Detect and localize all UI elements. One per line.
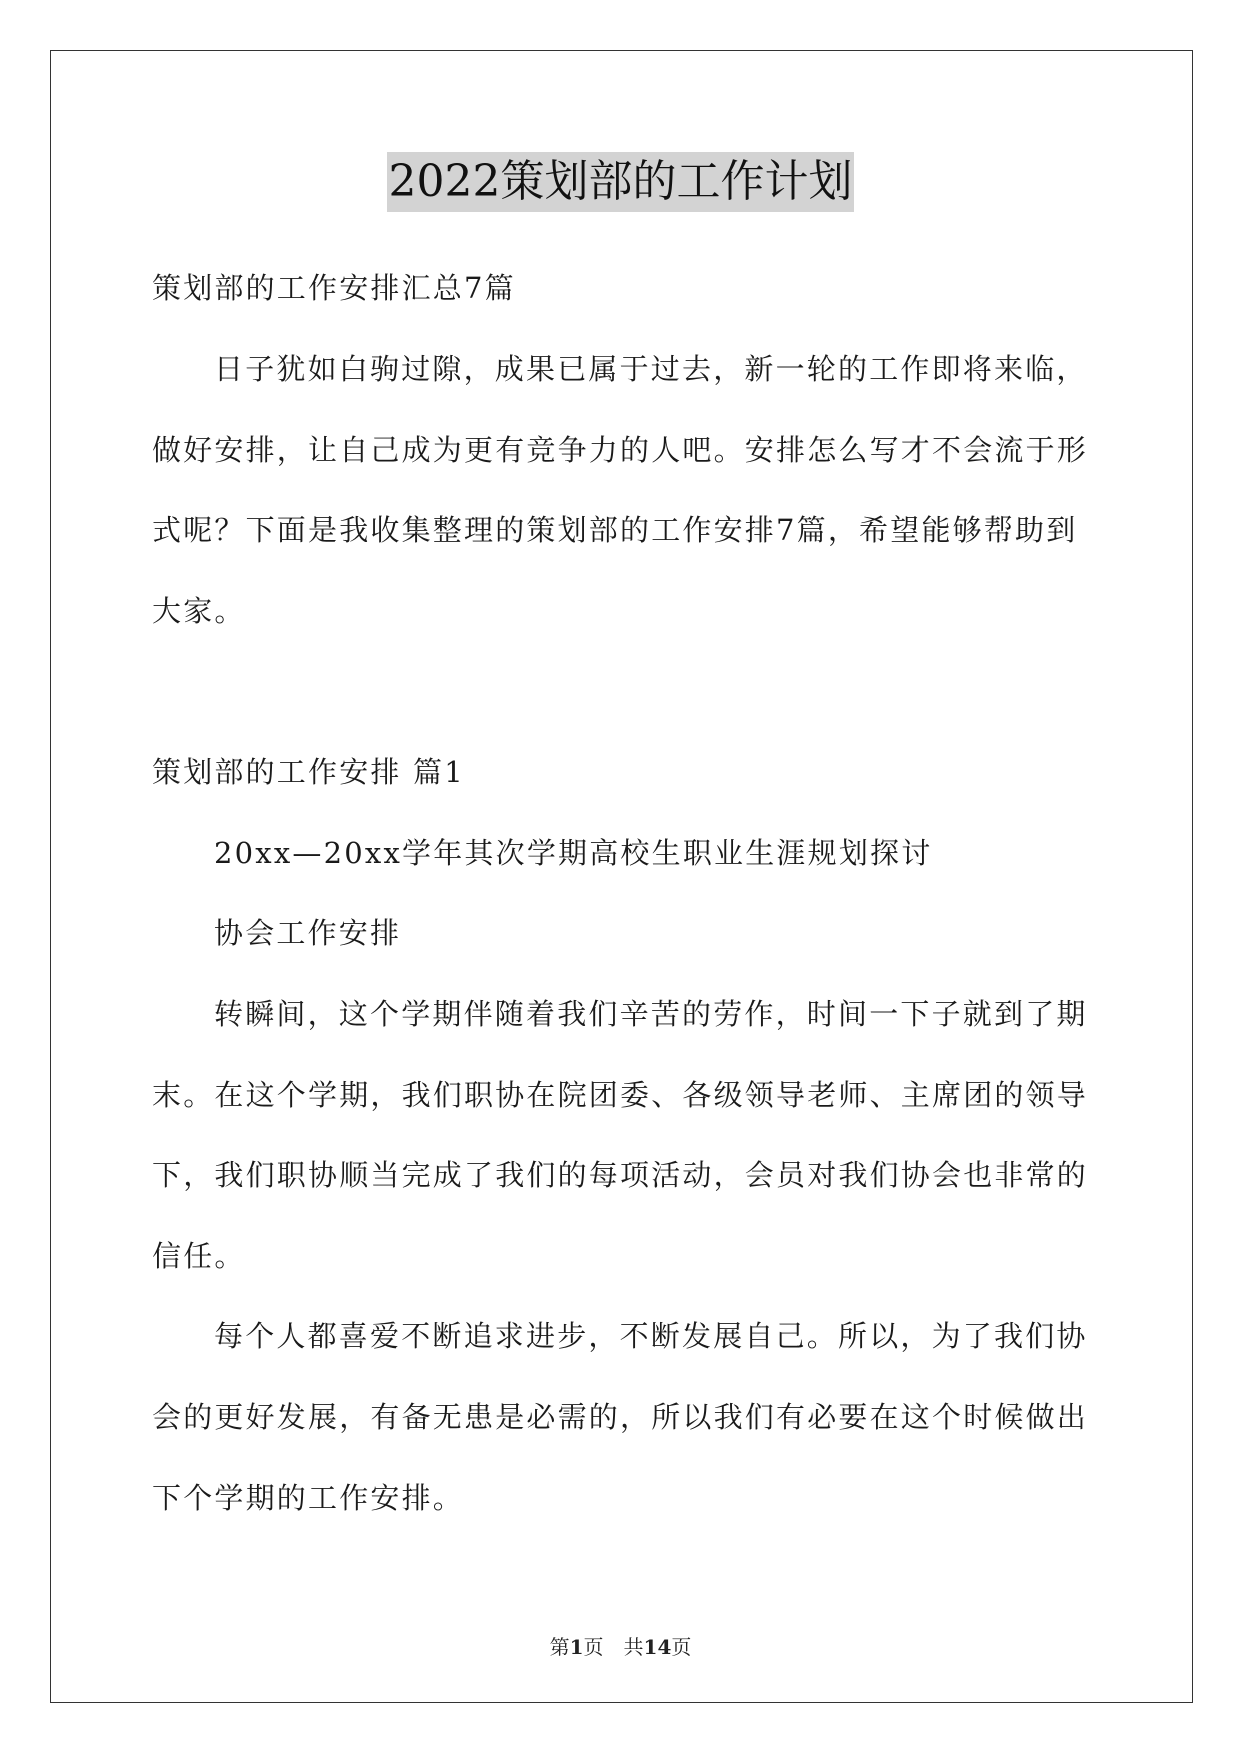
para2-line-3: 下个学期的工作安排。 — [152, 1481, 465, 1515]
section-subtitle-2: 协会工作安排 — [214, 916, 402, 950]
para1-line-2: 末。在这个学期，我们职协在院团委、各级领导老师、主席团的领导 — [152, 1078, 1089, 1112]
section-heading: 策划部的工作安排 篇1 — [152, 755, 465, 789]
document-subtitle: 策划部的工作安排汇总7篇 — [152, 271, 516, 305]
page-footer — [0, 1633, 1241, 1661]
intro-line-3: 式呢？下面是我收集整理的策划部的工作安排7篇，希望能够帮助到 — [152, 513, 1078, 547]
document-title: 2022策划部的工作计划 — [387, 152, 855, 212]
footer-suffix: 页 — [671, 1635, 692, 1659]
para2-line-2: 会的更好发展，有备无患是必需的，所以我们有必要在这个时候做出 — [152, 1400, 1089, 1434]
intro-line-1: 日子犹如白驹过隙，成果已属于过去，新一轮的工作即将来临， — [214, 352, 1088, 386]
para1-line-4: 信任。 — [152, 1239, 246, 1273]
total-page-count: 14 — [643, 1635, 672, 1659]
current-page-number: 1 — [569, 1635, 584, 1659]
footer-prefix: 第 — [549, 1635, 570, 1659]
para2-line-1: 每个人都喜爱不断追求进步，不断发展自己。所以，为了我们协 — [214, 1319, 1088, 1353]
section-subtitle: 20xx—20xx学年其次学期高校生职业生涯规划探讨 — [214, 836, 933, 870]
intro-line-4: 大家。 — [152, 594, 246, 628]
footer-mid: 页 共 — [583, 1635, 644, 1659]
para1-line-3: 下，我们职协顺当完成了我们的每项活动，会员对我们协会也非常的 — [152, 1158, 1089, 1192]
title-container — [0, 152, 1241, 212]
para1-line-1: 转瞬间，这个学期伴随着我们辛苦的劳作，时间一下子就到了期 — [214, 997, 1088, 1031]
intro-line-2: 做好安排，让自己成为更有竞争力的人吧。安排怎么写才不会流于形 — [152, 433, 1089, 467]
